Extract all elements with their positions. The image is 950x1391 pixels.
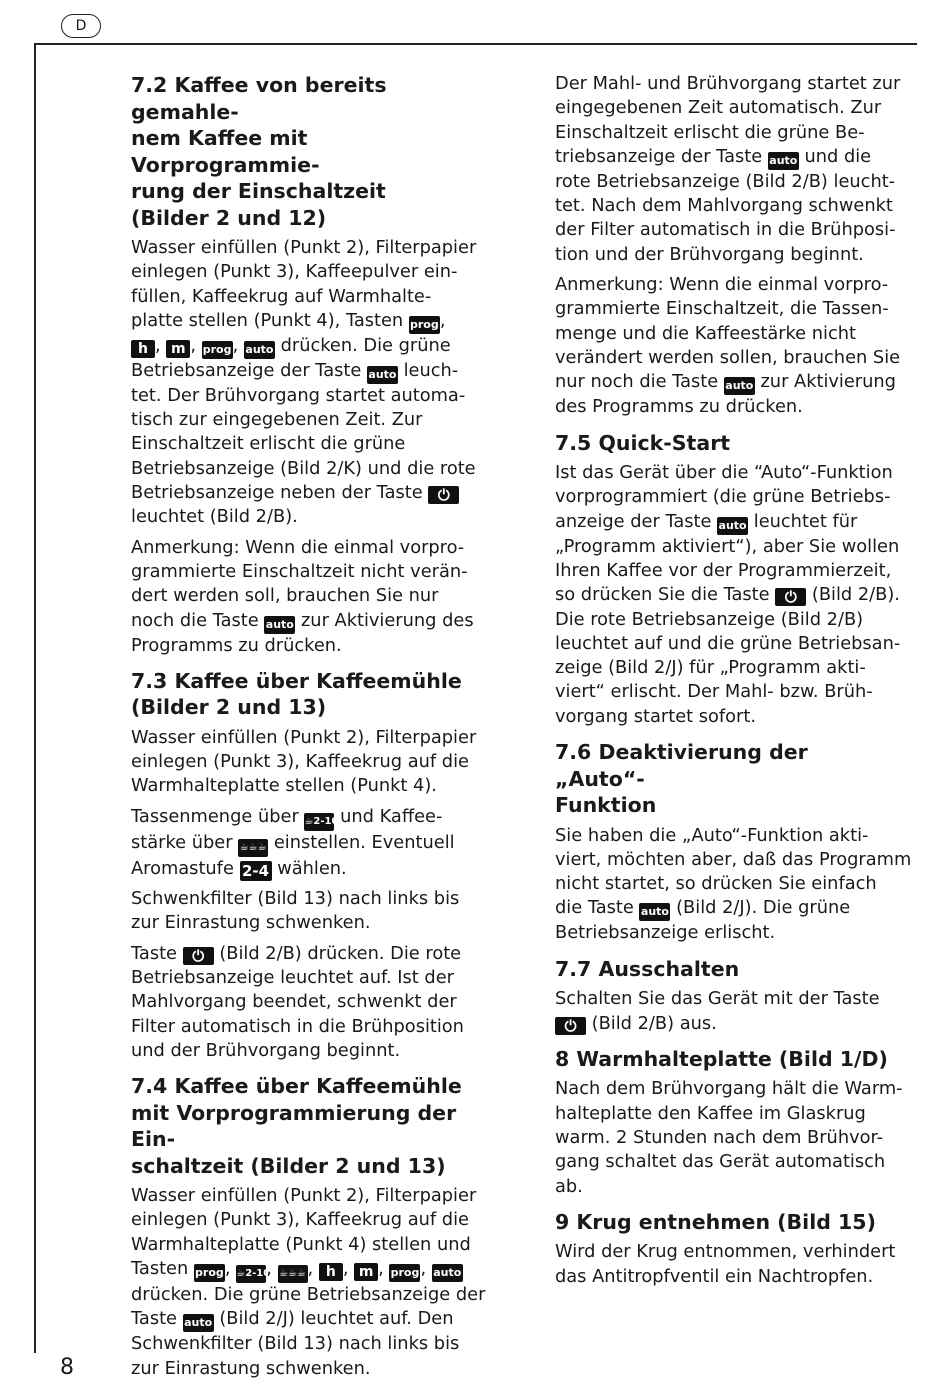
text-line: das Antitropfventil ein Nachtropfen. [555, 1265, 874, 1287]
text-line: Betriebsanzeige (Bild 2/K) und die rote [131, 457, 476, 479]
text-line: der Filter automatisch in die Brühposi- [555, 219, 896, 241]
text-line: so drücken Sie die Taste [555, 584, 770, 606]
text-line: triebsanzeige der Taste [555, 145, 763, 167]
section-7-4 [131, 1073, 486, 1381]
heading-line: schaltzeit (Bilder 2 und 13) [131, 1153, 446, 1178]
text-line: leuchtet (Bild 2/B). [131, 506, 298, 528]
text-line: füllen, Kaffeekrug auf Warmhalte- [131, 285, 432, 307]
text-line: einlegen (Punkt 3), Kaffeepulver ein- [131, 261, 458, 283]
text-line: halteplatte den Kaffee im Glaskrug [555, 1102, 866, 1124]
text-line: Betriebsanzeige der Taste [131, 359, 362, 381]
text-line: des Programms zu drücken. [555, 396, 803, 418]
text-line: tisch zur eingegebenen Zeit. Zur [131, 409, 423, 431]
auto-key-icon: auto [432, 1264, 463, 1282]
text-line: Aromastufe [131, 857, 234, 879]
text-line: Der Mahl- und Brühvorgang startet zur [555, 73, 901, 94]
power-key-icon: ⏻ [775, 588, 806, 606]
text-line: zur Einrastung schwenken. [131, 1357, 371, 1379]
text-line: grammierte Einschaltzeit, die Tassen- [555, 298, 889, 320]
section-7-2 [131, 72, 476, 658]
section-7-6 [555, 739, 912, 946]
text-line: vorgang startet sofort. [555, 705, 756, 727]
prog-key-icon: prog [389, 1264, 420, 1282]
paragraph [131, 805, 476, 881]
left-column [131, 72, 486, 1391]
text-line: Sie haben die „Auto“-Funktion akti- [555, 824, 869, 846]
text-line: Taste [131, 942, 177, 964]
text-line: und der Brühvorgang beginnt. [131, 1039, 401, 1061]
heading-line: 7.4 Kaffee über Kaffeemühle [131, 1074, 462, 1099]
section-9-heading: 9 Krug entnehmen (Bild 15) [555, 1209, 876, 1234]
section-7-4-heading [131, 1073, 476, 1179]
heading-line: 7.6 Deaktivierung der „Auto“- [555, 740, 808, 791]
heading-line: (Bilder 2 und 13) [131, 695, 327, 720]
text-line: Taste [131, 1308, 177, 1330]
text-line: zeige (Bild 2/J) für „Programm akti- [555, 657, 866, 679]
auto-key-icon: auto [264, 616, 295, 634]
right-column [555, 72, 912, 1299]
auto-key-icon: auto [367, 366, 398, 384]
m-key-icon: m [166, 340, 190, 358]
text-line: Ihren Kaffee vor der Programmierzeit, [555, 559, 892, 581]
text-line: einlegen (Punkt 3), Kaffeekrug auf die [131, 1209, 469, 1231]
text-line: nicht startet, so drücken Sie einfach [555, 873, 877, 895]
prog-key-icon: prog [409, 316, 440, 334]
section-7-2-heading [131, 72, 476, 231]
text-line: viert, möchten aber, daß das Programm [555, 848, 912, 870]
cup-quantity-key-icon: ☕2-10 [304, 813, 334, 831]
text-line: dert werden soll, brauchen Sie nur [131, 585, 439, 607]
section-7-5-heading: 7.5 Quick-Start [555, 430, 731, 455]
power-key-icon: ⏻ [555, 1017, 586, 1035]
strength-key-icon: ☕☕☕ [238, 839, 268, 857]
h-key-icon: h [319, 1263, 343, 1281]
text-line: tet. Nach dem Mahlvorgang schwenkt [555, 195, 893, 217]
text-line: Wasser einfüllen (Punkt 2), Filterpapier [131, 237, 477, 258]
text-line: und die [804, 145, 872, 167]
paragraph [131, 726, 476, 799]
paragraph: Wasser einfüllen (Punkt 2), Filterpapier einlegen (Punkt 3), Kaffeekrug auf die Warmhalteplatte (Punkt 4) stellen und Tasten prog, ☕2-10, ☕☕☕, h , m , prog, auto drücken. Die grüne Betriebsanzeige der Taste auto (Bild 2/J) leuchtet auf. Den Schwenkfilter (Bild 13) nach links bis zur Einrastung schwenken. [131, 1185, 486, 1379]
auto-key-icon: auto [183, 1314, 214, 1332]
text-line: Tasten [131, 1258, 189, 1280]
text-line: Betriebsanzeige neben der Taste [131, 482, 423, 504]
text-line: noch die Taste [131, 609, 259, 631]
margin-rule [34, 43, 36, 1353]
text-line: Die rote Betriebsanzeige (Bild 2/B) [555, 608, 864, 630]
text-line: Schalten Sie das Gerät mit der Taste [555, 988, 880, 1010]
text-line: Filter automatisch in die Brühposition [131, 1015, 464, 1037]
text-line: einstellen. Eventuell [273, 831, 455, 853]
text-line: menge und die Kaffeestärke nicht [555, 322, 857, 344]
text-line: Mahlvorgang beendet, schwenkt der [131, 991, 457, 1013]
text-line: Wasser einfüllen (Punkt 2), Filterpapier [131, 726, 477, 748]
text-line: leuchtet auf und die grüne Betriebsan- [555, 632, 901, 654]
country-code-badge: D [61, 14, 101, 38]
text-line: Warmhalteplatte (Punkt 4) stellen und [131, 1233, 471, 1255]
text-line: anzeige der Taste [555, 510, 712, 532]
paragraph [131, 942, 476, 1063]
paragraph [131, 536, 476, 658]
auto-key-icon: auto [639, 903, 670, 921]
text-line: Schwenkfilter (Bild 13) nach links bis [131, 888, 460, 910]
paragraph [555, 273, 900, 419]
text-line: tion und der Brühvorgang beginnt. [555, 243, 864, 265]
text-line: stärke über [131, 831, 233, 853]
section-7-6-heading [555, 739, 900, 819]
text-line: Wird der Krug entnommen, verhindert [555, 1241, 896, 1263]
text-line: warm. 2 Stunden nach dem Brühvor- [555, 1126, 884, 1148]
text-line: Programms zu drücken. [131, 634, 342, 656]
paragraph [555, 987, 900, 1036]
text-line: Anmerkung: Wenn die einmal vorpro- [131, 536, 465, 558]
section-7-3-heading [131, 668, 476, 721]
paragraph [555, 461, 900, 729]
power-key-icon: ⏻ [428, 486, 459, 504]
text-line: Tassenmenge über [131, 805, 299, 827]
strength-key-icon: ☕☕☕ [278, 1265, 308, 1283]
section-9 [555, 1209, 900, 1289]
text-line: vorprogrammiert (die grüne Betriebs- [555, 486, 891, 508]
heading-line: nem Kaffee mit Vorprogrammie- [131, 126, 320, 177]
paragraph: Wasser einfüllen (Punkt 2), Filterpapier einlegen (Punkt 3), Kaffeepulver ein- füllen, Kaffeekrug auf Warmhalte- platte stellen (Punkt 4), Tasten prog, h , m , prog, auto drücken. Die grüne Betriebsanzeige der Taste auto leuch- tet. Der Brühvorgang startet automa- tisch zur eingegebenen Zeit. Zur Einschaltzeit erlischt die grüne Betriebsanzeige (Bild 2/K) und die rote Betriebsanzeige neben der Taste ⏻ leuchtet (Bild 2/B). [131, 237, 477, 528]
aroma-level-icon: 2-4 [240, 861, 272, 881]
text-line: Einschaltzeit erlischt die grüne Be- [555, 121, 865, 143]
text-line: viert“ erlischt. Der Mahl- bzw. Brüh- [555, 681, 873, 703]
text-line: eingegebenen Zeit automatisch. Zur [555, 97, 882, 119]
heading-line: Funktion [555, 793, 657, 818]
text-line: wählen. [277, 857, 347, 879]
text-line: die Taste [555, 897, 634, 919]
text-line: zur Einrastung schwenken. [131, 912, 371, 934]
cup-quantity-key-icon: ☕2-10 [236, 1265, 266, 1283]
text-line: Betriebsanzeige erlischt. [555, 922, 776, 944]
prog-key-icon: prog [202, 341, 233, 359]
text-line: Warmhalteplatte stellen (Punkt 4). [131, 775, 437, 797]
text-line: leuchtet für [753, 510, 858, 532]
text-line: nur noch die Taste [555, 371, 719, 393]
text-line: Wasser einfüllen (Punkt 2), Filterpapier [131, 1185, 477, 1207]
heading-line: 7.3 Kaffee über Kaffeemühle [131, 668, 462, 693]
text-line: platte stellen (Punkt 4), Tasten [131, 309, 404, 331]
heading-line: rung der Einschaltzeit [131, 179, 386, 203]
text-line: leuch- [403, 359, 459, 381]
text-line: zur Aktivierung des [300, 609, 474, 631]
text-line: Anmerkung: Wenn die einmal vorpro- [555, 274, 889, 296]
section-8-heading: 8 Warmhalteplatte (Bild 1/D) [555, 1046, 888, 1071]
text-line: Nach dem Brühvorgang hält die Warm- [555, 1078, 903, 1100]
paragraph [555, 1077, 903, 1198]
section-7-5 [555, 430, 900, 729]
text-line: rote Betriebsanzeige (Bild 2/B) leucht- [555, 170, 896, 192]
text-line: Ist das Gerät über die “Auto“-Funktion [555, 462, 893, 484]
text-line: Betriebsanzeige leuchtet auf. Ist der [131, 966, 454, 988]
text-line: „Programm aktiviert“), aber Sie wollen [555, 535, 900, 557]
power-key-icon: ⏻ [183, 947, 214, 965]
auto-key-icon: auto [717, 517, 748, 535]
text-line: (Bild 2/B) aus. [591, 1012, 717, 1034]
section-7-4-continued [555, 72, 900, 420]
text-line: einlegen (Punkt 3), Kaffeekrug auf die [131, 751, 469, 773]
auto-key-icon: auto [724, 377, 755, 395]
heading-line: (Bilder 2 und 12) [131, 205, 327, 230]
text-line: zur Aktivierung [760, 371, 896, 393]
text-line: drücken. Die grüne Betriebsanzeige der [131, 1284, 486, 1306]
m-key-icon: m [354, 1263, 378, 1281]
heading-line: 7.2 Kaffee von bereits gemahle- [131, 73, 387, 124]
section-7-3 [131, 668, 476, 1063]
paragraph [555, 824, 912, 946]
text-line: ab. [555, 1175, 583, 1197]
text-line: (Bild 2/B) drücken. Die rote [219, 942, 462, 964]
text-line: tet. Der Brühvorgang startet automa- [131, 384, 466, 406]
paragraph [131, 887, 476, 936]
section-7-7-heading: 7.7 Ausschalten [555, 956, 740, 981]
auto-key-icon: auto [244, 341, 275, 359]
header-rule [34, 43, 917, 45]
text-line: (Bild 2/J). Die grüne [676, 897, 851, 919]
text-line: Schwenkfilter (Bild 13) nach links bis [131, 1333, 460, 1355]
text-line: gang schaltet das Gerät automatisch [555, 1151, 886, 1173]
text-line: drücken. Die grüne [280, 334, 451, 356]
section-7-7 [555, 956, 900, 1036]
h-key-icon: h [131, 340, 155, 358]
prog-key-icon: prog [194, 1264, 225, 1282]
text-line: und Kaffee- [340, 805, 443, 827]
page-number: 8 [60, 1355, 74, 1380]
section-8 [555, 1046, 903, 1199]
auto-key-icon: auto [768, 152, 799, 170]
text-line: (Bild 2/B). [811, 584, 900, 606]
paragraph [555, 72, 900, 267]
text-line: Einschaltzeit erlischt die grüne [131, 433, 406, 455]
heading-line: mit Vorprogrammierung der Ein- [131, 1100, 457, 1152]
text-line: (Bild 2/J) leuchtet auf. Den [219, 1308, 454, 1330]
paragraph [555, 1240, 900, 1289]
text-line: verändert werden sollen, brauchen Sie [555, 346, 901, 368]
text-line: grammierte Einschaltzeit nicht verän- [131, 560, 468, 582]
